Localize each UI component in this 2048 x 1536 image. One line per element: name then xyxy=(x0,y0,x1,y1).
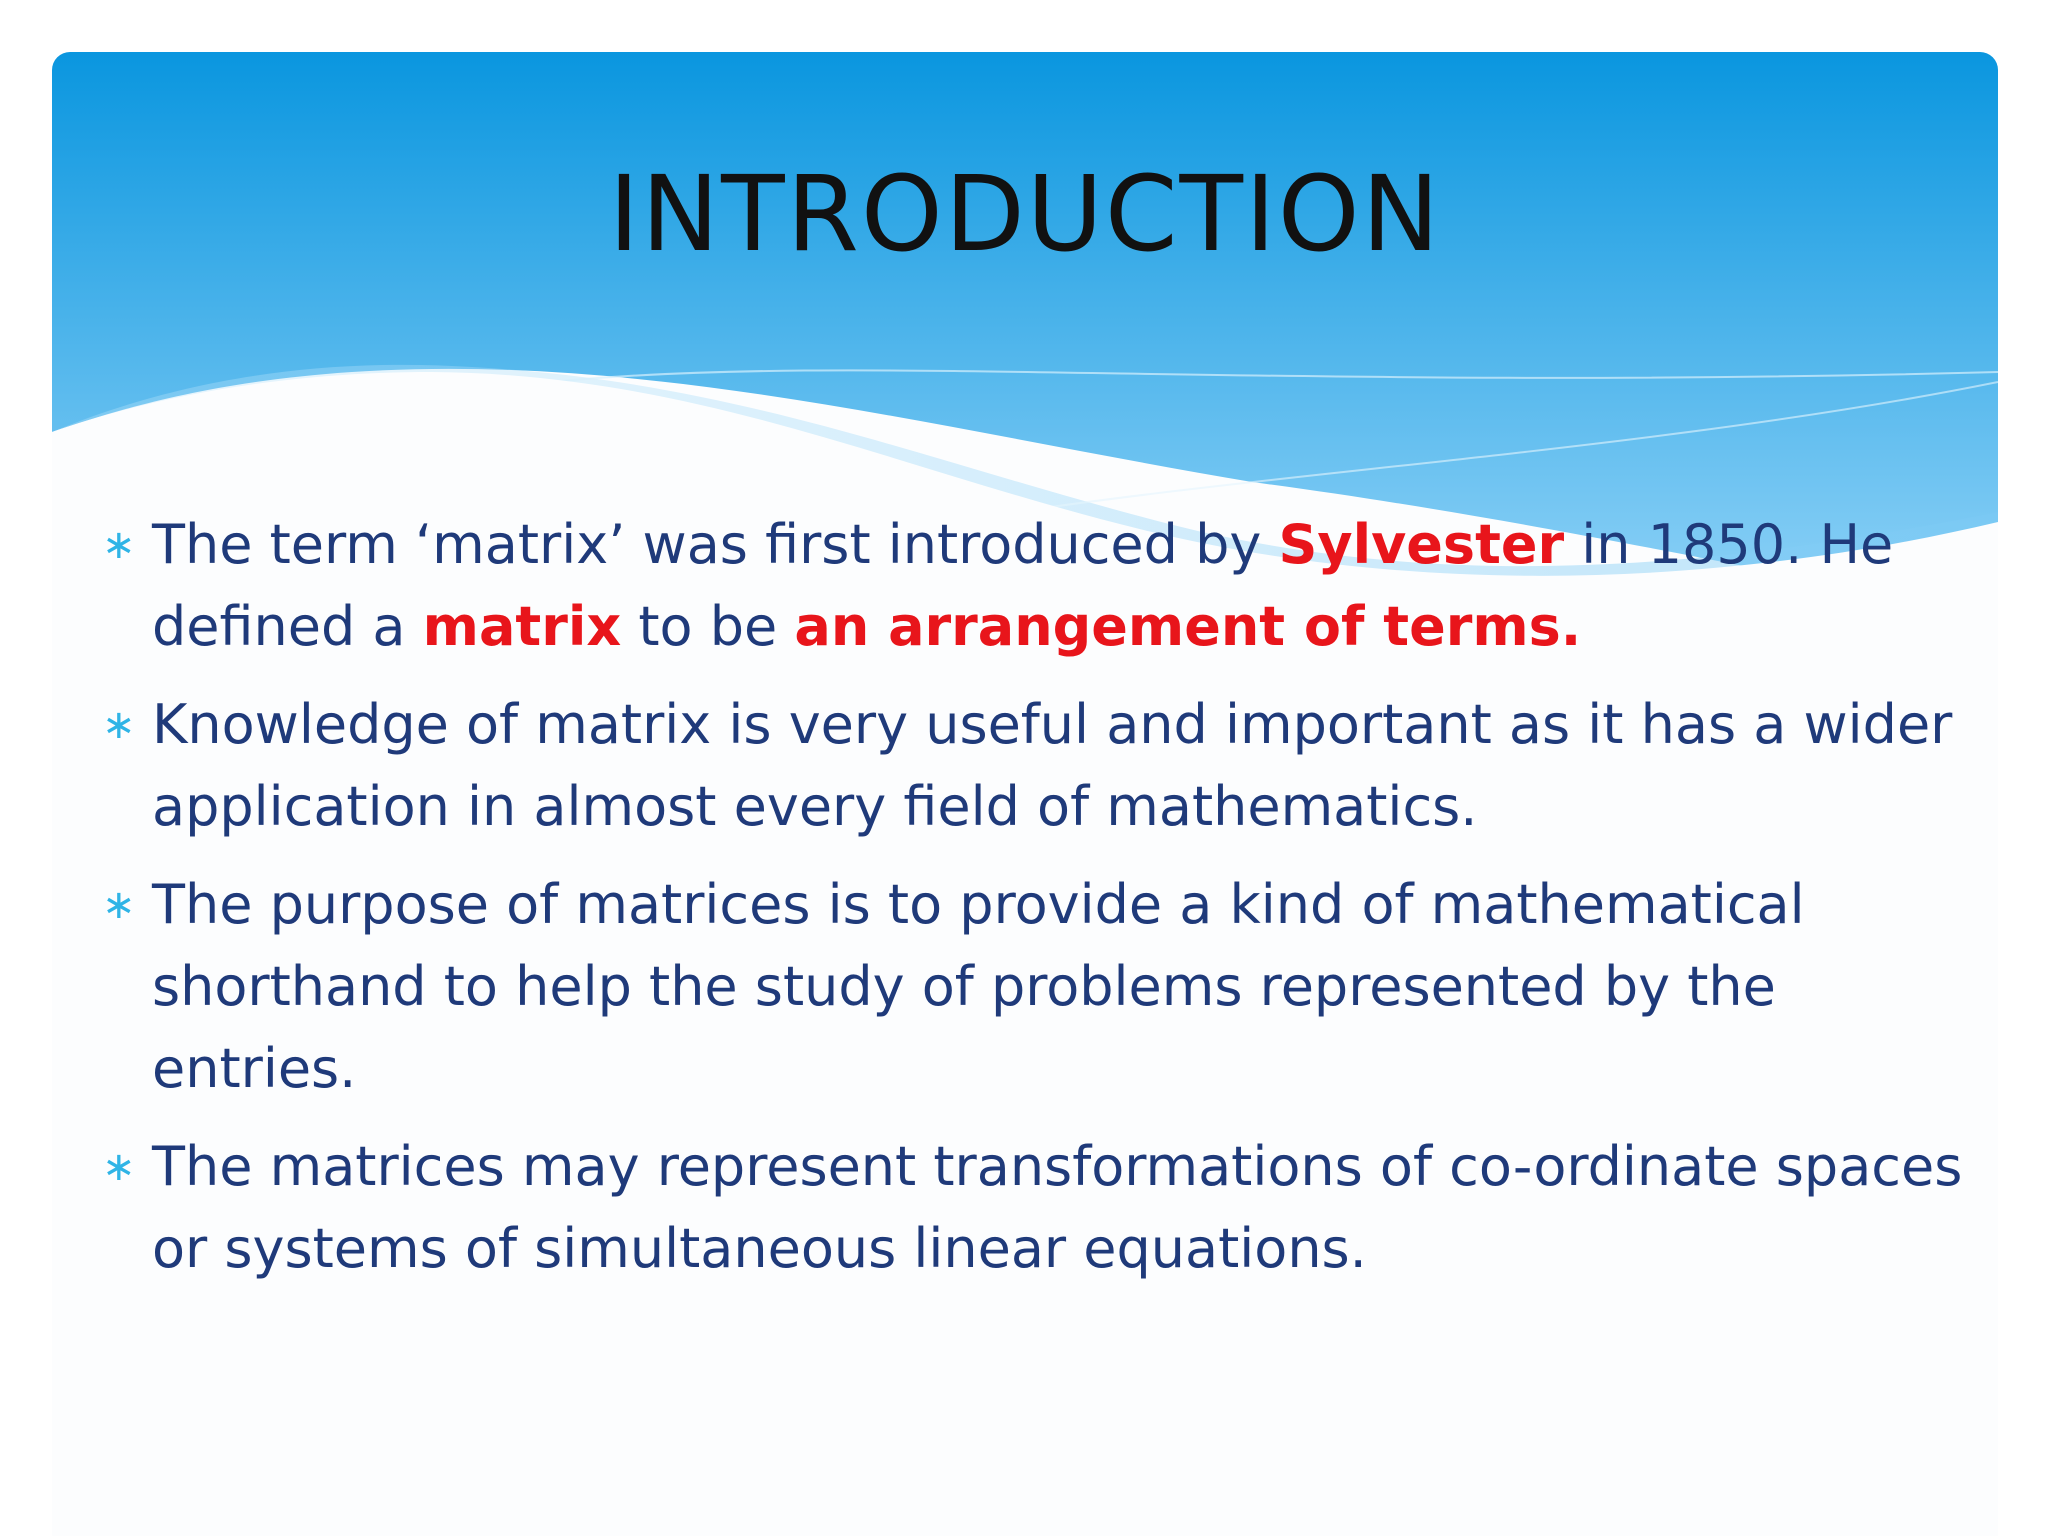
bullet-text: The matrices may represent transformations of co-ordinate spaces or systems of simultaneous linear equations. xyxy=(152,1135,1963,1280)
bullet-text: The term ‘matrix’ was first introduced by xyxy=(152,513,1279,576)
asterisk-bullet-icon: ∗ xyxy=(102,1144,136,1190)
highlight-matrix: matrix xyxy=(422,595,622,658)
highlight-definition: an arrangement of terms. xyxy=(794,595,1582,658)
asterisk-bullet-icon: ∗ xyxy=(102,882,136,928)
slide xyxy=(52,52,1998,1536)
bullet-item xyxy=(102,684,1982,848)
bullet-text: to be xyxy=(621,595,795,658)
bullet-list xyxy=(102,504,1982,1306)
bullet-text: in 1850. He defined a xyxy=(152,513,1894,658)
bullet-item xyxy=(102,864,1982,1110)
bullet-text: Knowledge of matrix is very useful and important as it has a wider application in almost every field of mathematics. xyxy=(152,693,1953,838)
slide-title: INTRODUCTION xyxy=(608,153,1442,275)
bullet-item xyxy=(102,1126,1982,1290)
highlight-sylvester: Sylvester xyxy=(1278,513,1565,576)
bullet-item xyxy=(102,504,1982,668)
bullet-text: The purpose of matrices is to provide a kind of mathematical shorthand to help the study of problems represented by the entries. xyxy=(152,873,1805,1100)
asterisk-bullet-icon: ∗ xyxy=(102,522,136,568)
asterisk-bullet-icon: ∗ xyxy=(102,702,136,748)
